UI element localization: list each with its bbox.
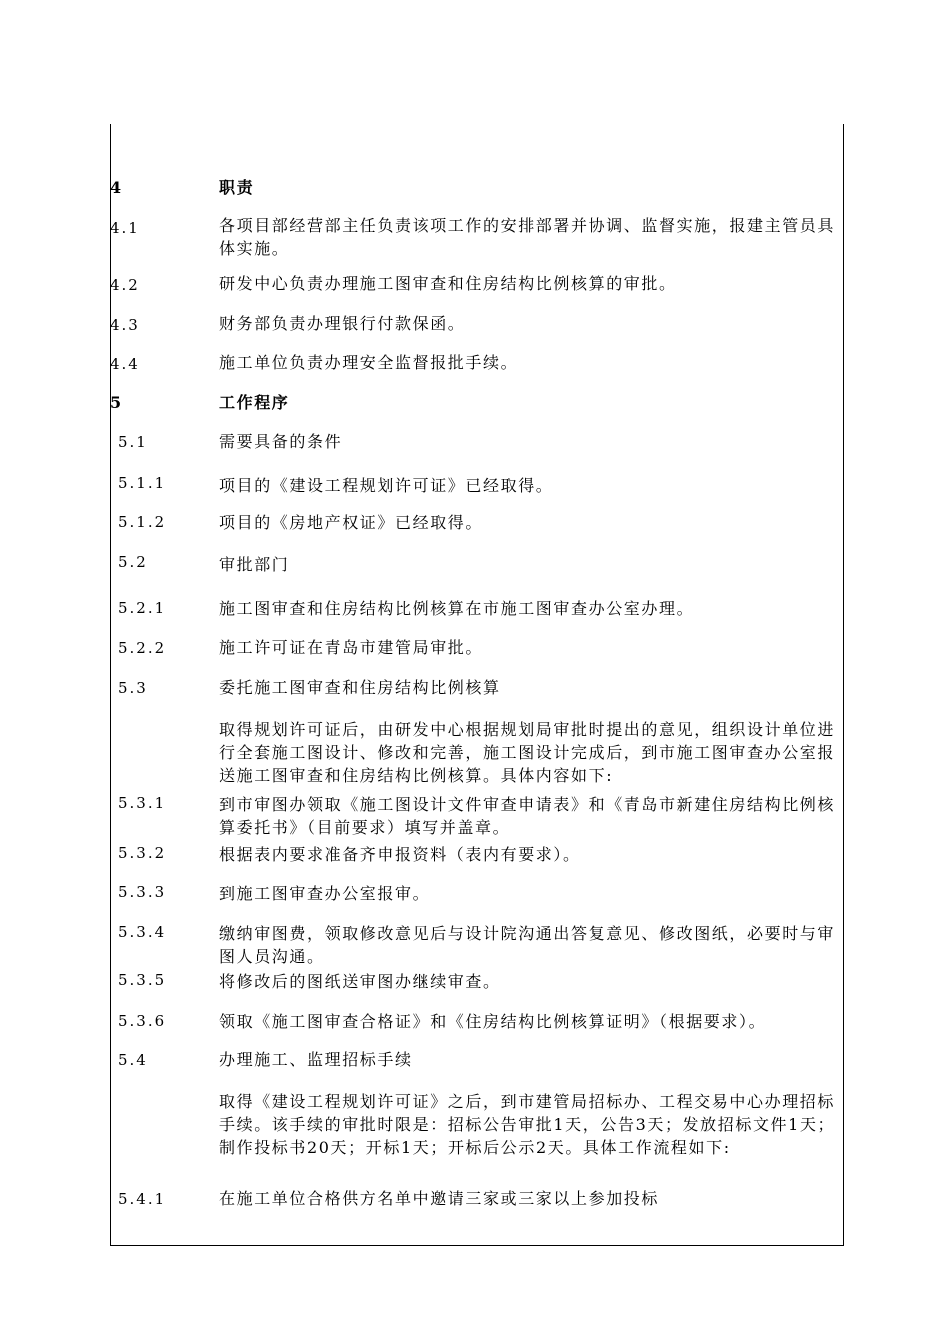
clause-text: 到市审图办领取《施工图设计文件审查申请表》和《青岛市新建住房结构比例核算委托书》（目前要求）填写并盖章。 xyxy=(219,795,836,837)
clause-text: 审批部门 xyxy=(219,555,290,574)
section-heading: 职责 xyxy=(219,178,255,197)
clause-text: 财务部负责办理银行付款保函。 xyxy=(219,314,466,333)
section-heading: 工作程序 xyxy=(219,393,290,412)
clause-text: 委托施工图审查和住房结构比例核算 xyxy=(219,678,501,697)
clause-text: 领取《施工图审查合格证》和《住房结构比例核算证明》（根据要求）。 xyxy=(219,1012,767,1031)
clause-number: 5.4 xyxy=(118,1051,148,1069)
clause-text: 施工许可证在青岛市建管局审批。 xyxy=(219,638,484,657)
paragraph-text: 取得规划许可证后，由研发中心根据规划局审批时提出的意见，组织设计单位进行全套施工图设计、修改和完善，施工图设计完成后，到市施工图审查办公室报送施工图审查和住房结构比例核算。具体内容如下: xyxy=(219,720,836,785)
clause-text: 需要具备的条件 xyxy=(219,432,343,451)
clause-number: 5.2 xyxy=(118,553,148,571)
clause-text: 将修改后的图纸送审图办继续审查。 xyxy=(219,972,501,991)
clause-text: 施工单位负责办理安全监督报批手续。 xyxy=(219,353,519,372)
clause-number: 5.3.4 xyxy=(118,923,167,941)
clause-text: 根据表内要求准备齐申报资料（表内有要求）。 xyxy=(219,845,581,864)
clause-number: 5.3.6 xyxy=(118,1012,167,1030)
clause-number: 4.3 xyxy=(110,316,140,334)
clause-number: 5.1.1 xyxy=(118,474,167,492)
clause-number: 5.4.1 xyxy=(118,1190,167,1208)
clause-number: 5.2.1 xyxy=(118,599,167,617)
clause-number: 4.2 xyxy=(110,276,140,294)
clause-number: 5.1.2 xyxy=(118,513,167,531)
clause-text: 各项目部经营部主任负责该项工作的安排部署并协调、监督实施，报建主管员具体实施。 xyxy=(219,216,836,258)
clause-number: 4.4 xyxy=(110,355,140,373)
clause-text: 研发中心负责办理施工图审查和住房结构比例核算的审批。 xyxy=(219,274,677,293)
clause-text: 项目的《房地产权证》已经取得。 xyxy=(219,513,484,532)
clause-text: 在施工单位合格供方名单中邀请三家或三家以上参加投标 xyxy=(219,1189,660,1208)
clause-text: 施工图审查和住房结构比例核算在市施工图审查办公室办理。 xyxy=(219,599,695,618)
clause-text: 项目的《建设工程规划许可证》已经取得。 xyxy=(219,476,554,495)
clause-number: 5.3.2 xyxy=(118,844,167,862)
clause-text: 缴纳审图费，领取修改意见后与设计院沟通出答复意见、修改图纸，必要时与审图人员沟通。 xyxy=(219,924,836,966)
section-number: 4 xyxy=(110,178,122,197)
clause-number: 5.3 xyxy=(118,679,148,697)
paragraph-text: 取得《建设工程规划许可证》之后，到市建管局招标办、工程交易中心办理招标手续。该手续的审批时限是：招标公告审批1天，公告3天；发放招标文件1天；制作投标书20天；开标1天；开标后公示2天。具体工作流程如下: xyxy=(219,1092,836,1157)
clause-number: 5.2.2 xyxy=(118,639,167,657)
clause-number: 5.3.1 xyxy=(118,794,167,812)
clause-number: 5.3.3 xyxy=(118,883,167,901)
clause-number: 5.1 xyxy=(118,433,148,451)
clause-text: 办理施工、监理招标手续 xyxy=(219,1050,413,1069)
clause-number: 5.3.5 xyxy=(118,971,167,989)
section-number: 5 xyxy=(110,393,122,412)
clause-text: 到施工图审查办公室报审。 xyxy=(219,884,431,903)
clause-number: 4.1 xyxy=(110,219,140,237)
